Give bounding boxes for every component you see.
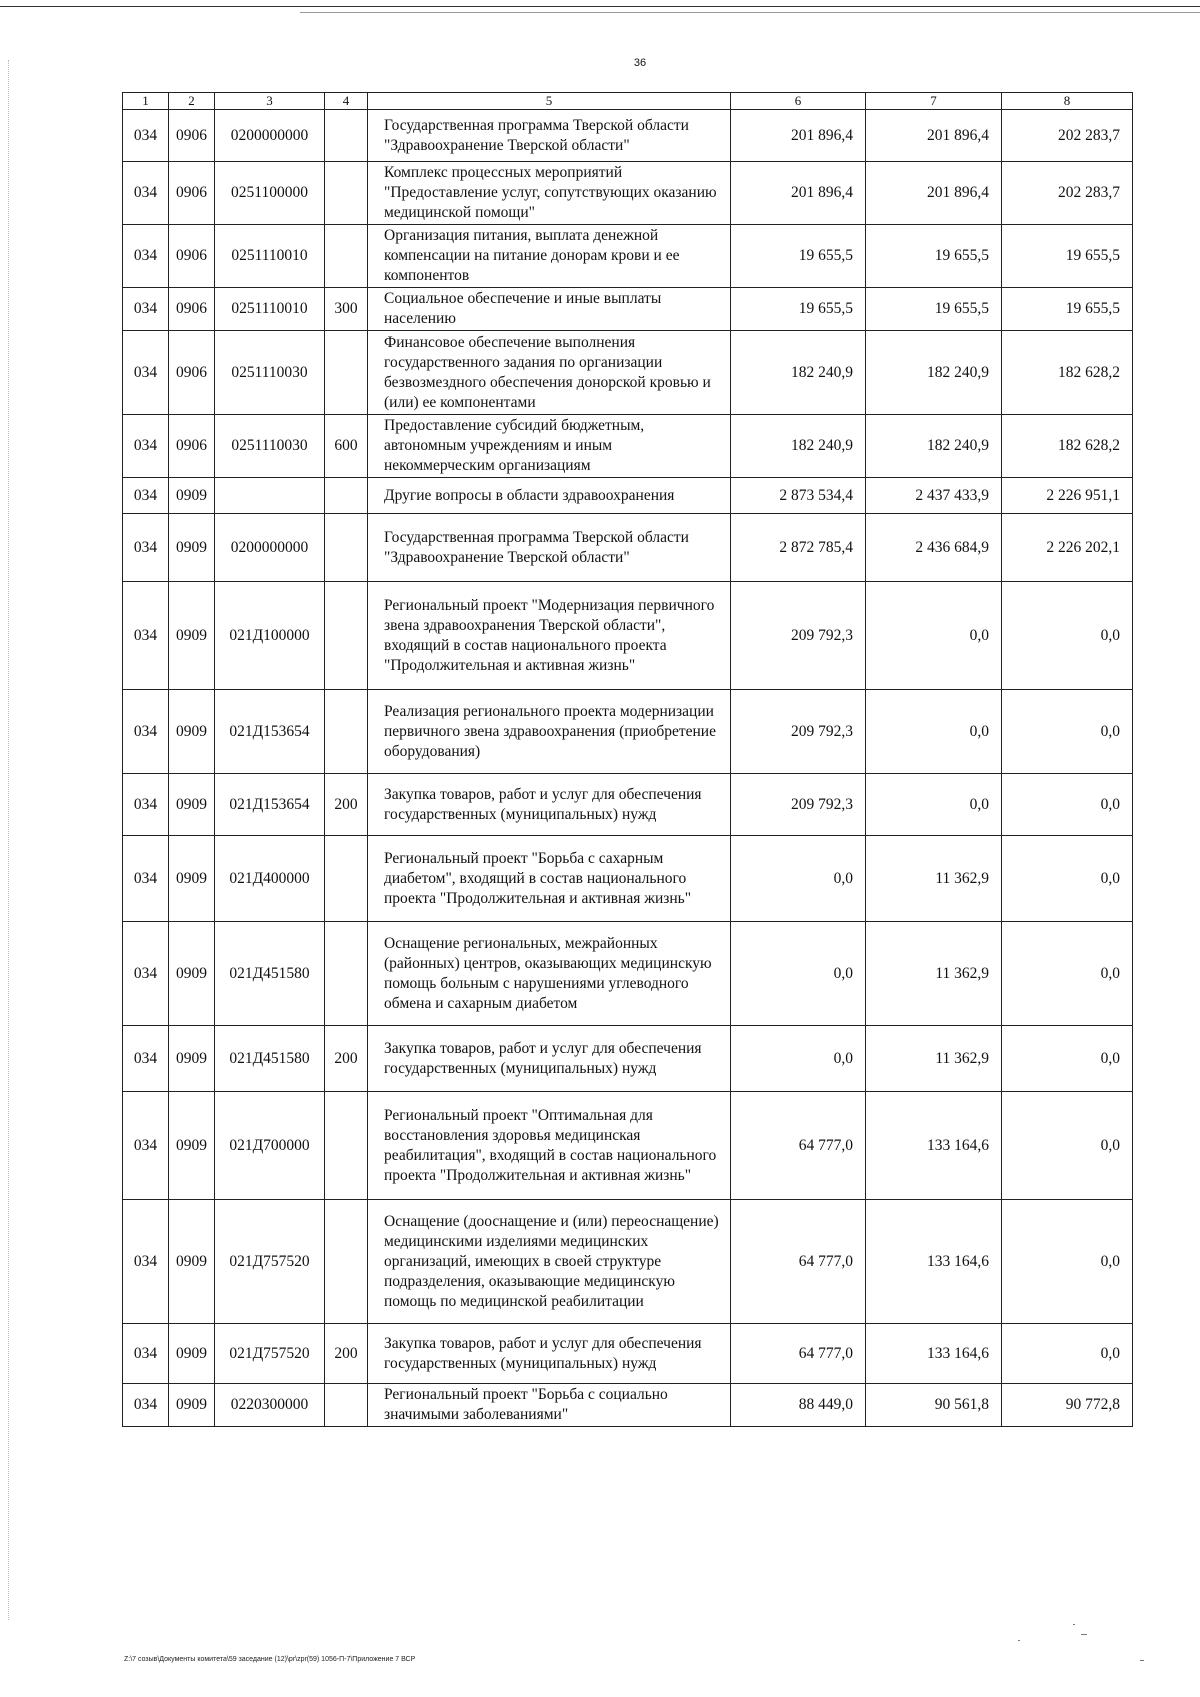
- chapter-code-cell: 034: [123, 1092, 169, 1200]
- target-article-cell: 021Д757520: [215, 1200, 325, 1324]
- amount-col6-cell: 19 655,5: [731, 288, 866, 331]
- amount-col6-cell: 201 896,4: [731, 110, 866, 162]
- column-header: 4: [325, 93, 368, 110]
- section-code-cell: 0909: [169, 582, 215, 690]
- expense-type-cell: [325, 1092, 368, 1200]
- expense-type-cell: [325, 514, 368, 582]
- amount-col7-cell: 182 240,9: [866, 415, 1002, 478]
- amount-col8-cell: 0,0: [1002, 774, 1133, 836]
- amount-col7-cell: 11 362,9: [866, 836, 1002, 922]
- amount-col8-cell: 0,0: [1002, 1324, 1133, 1384]
- amount-col8-cell: 0,0: [1002, 1092, 1133, 1200]
- table-row: [123, 1026, 1133, 1092]
- section-code-cell: 0909: [169, 774, 215, 836]
- target-article-cell: 021Д757520: [215, 1324, 325, 1384]
- amount-col6-cell: 64 777,0: [731, 1200, 866, 1324]
- target-article-cell: 0200000000: [215, 514, 325, 582]
- page-number: 36: [633, 57, 647, 69]
- amount-col7-cell: 133 164,6: [866, 1092, 1002, 1200]
- amount-col7-cell: 201 896,4: [866, 162, 1002, 225]
- target-article-cell: 021Д451580: [215, 1026, 325, 1092]
- amount-col8-cell: 2 226 202,1: [1002, 514, 1133, 582]
- description-cell: Финансовое обеспечение выполнения государственного задания по организации безвозмездного обеспечения донорской кровью и (или) ее компонентами: [368, 331, 731, 415]
- amount-col7-cell: 19 655,5: [866, 288, 1002, 331]
- chapter-code-cell: 034: [123, 1200, 169, 1324]
- chapter-code-cell: 034: [123, 1324, 169, 1384]
- amount-col6-cell: 182 240,9: [731, 331, 866, 415]
- amount-col7-cell: 0,0: [866, 690, 1002, 774]
- table-row: [123, 1200, 1133, 1324]
- footer-file-path: Z:\7 созыв\Документы комитета\59 заседание (12)\pr\zpr(59) 1056-П-7\Приложение 7 ВСР: [124, 1656, 416, 1663]
- amount-col7-cell: 133 164,6: [866, 1200, 1002, 1324]
- expense-type-cell: [325, 1200, 368, 1324]
- amount-col8-cell: 202 283,7: [1002, 110, 1133, 162]
- target-article-cell: 0251110030: [215, 415, 325, 478]
- target-article-cell: 021Д100000: [215, 582, 325, 690]
- scan-speck: [1081, 1634, 1087, 1635]
- chapter-code-cell: 034: [123, 690, 169, 774]
- amount-col6-cell: 19 655,5: [731, 225, 866, 288]
- top-border-line-secondary: [300, 12, 1200, 13]
- column-header: 7: [866, 93, 1002, 110]
- amount-col8-cell: 182 628,2: [1002, 331, 1133, 415]
- amount-col8-cell: 2 226 951,1: [1002, 478, 1133, 514]
- section-code-cell: 0906: [169, 331, 215, 415]
- expense-type-cell: [325, 331, 368, 415]
- section-code-cell: 0909: [169, 1324, 215, 1384]
- chapter-code-cell: 034: [123, 582, 169, 690]
- expense-type-cell: [325, 690, 368, 774]
- chapter-code-cell: 034: [123, 225, 169, 288]
- target-article-cell: 0251110010: [215, 225, 325, 288]
- expense-type-cell: 300: [325, 288, 368, 331]
- target-article-cell: 0251110030: [215, 331, 325, 415]
- description-cell: Закупка товаров, работ и услуг для обеспечения государственных (муниципальных) нужд: [368, 1026, 731, 1092]
- chapter-code-cell: 034: [123, 331, 169, 415]
- table-row: [123, 478, 1133, 514]
- chapter-code-cell: 034: [123, 162, 169, 225]
- amount-col6-cell: 2 872 785,4: [731, 514, 866, 582]
- amount-col7-cell: 2 436 684,9: [866, 514, 1002, 582]
- table-row: [123, 1324, 1133, 1384]
- table-row: [123, 836, 1133, 922]
- amount-col6-cell: 64 777,0: [731, 1092, 866, 1200]
- target-article-cell: 0251110010: [215, 288, 325, 331]
- description-cell: Реализация регионального проекта модернизации первичного звена здравоохранения (приобретение оборудования): [368, 690, 731, 774]
- expense-type-cell: [325, 1384, 368, 1427]
- amount-col6-cell: 209 792,3: [731, 774, 866, 836]
- target-article-cell: 0200000000: [215, 110, 325, 162]
- column-header: 1: [123, 93, 169, 110]
- description-cell: Другие вопросы в области здравоохранения: [368, 478, 731, 514]
- amount-col7-cell: 11 362,9: [866, 1026, 1002, 1092]
- amount-col8-cell: 182 628,2: [1002, 415, 1133, 478]
- target-article-cell: 021Д700000: [215, 1092, 325, 1200]
- table-row: [123, 162, 1133, 225]
- amount-col7-cell: 133 164,6: [866, 1324, 1002, 1384]
- amount-col6-cell: 0,0: [731, 922, 866, 1026]
- table-body: [123, 110, 1133, 1427]
- amount-col8-cell: 202 283,7: [1002, 162, 1133, 225]
- section-code-cell: 0909: [169, 1200, 215, 1324]
- expense-type-cell: [325, 836, 368, 922]
- table-row: [123, 514, 1133, 582]
- expense-type-cell: 200: [325, 774, 368, 836]
- description-cell: Закупка товаров, работ и услуг для обеспечения государственных (муниципальных) нужд: [368, 774, 731, 836]
- expense-type-cell: [325, 478, 368, 514]
- section-code-cell: 0906: [169, 162, 215, 225]
- scan-speck: [1073, 1624, 1075, 1625]
- section-code-cell: 0909: [169, 690, 215, 774]
- table-row: [123, 1092, 1133, 1200]
- description-cell: Комплекс процессных мероприятий "Предоставление услуг, сопутствующих оказанию медицинской помощи": [368, 162, 731, 225]
- target-article-cell: 021Д451580: [215, 922, 325, 1026]
- section-code-cell: 0909: [169, 922, 215, 1026]
- column-header: 8: [1002, 93, 1133, 110]
- amount-col7-cell: 2 437 433,9: [866, 478, 1002, 514]
- chapter-code-cell: 034: [123, 836, 169, 922]
- target-article-cell: 0220300000: [215, 1384, 325, 1427]
- chapter-code-cell: 034: [123, 774, 169, 836]
- table-row: [123, 288, 1133, 331]
- column-header: 6: [731, 93, 866, 110]
- amount-col6-cell: 182 240,9: [731, 415, 866, 478]
- amount-col7-cell: 11 362,9: [866, 922, 1002, 1026]
- budget-table: [122, 92, 1133, 1427]
- description-cell: Государственная программа Тверской области "Здравоохранение Тверской области": [368, 514, 731, 582]
- expense-type-cell: [325, 922, 368, 1026]
- amount-col6-cell: 0,0: [731, 836, 866, 922]
- section-code-cell: 0909: [169, 514, 215, 582]
- amount-col7-cell: 90 561,8: [866, 1384, 1002, 1427]
- chapter-code-cell: 034: [123, 478, 169, 514]
- amount-col6-cell: 88 449,0: [731, 1384, 866, 1427]
- amount-col6-cell: 201 896,4: [731, 162, 866, 225]
- amount-col6-cell: 209 792,3: [731, 582, 866, 690]
- description-cell: Региональный проект "Борьба с социально значимыми заболеваниями": [368, 1384, 731, 1427]
- table-row: [123, 110, 1133, 162]
- description-cell: Организация питания, выплата денежной компенсации на питание донорам крови и ее компонентов: [368, 225, 731, 288]
- amount-col7-cell: 0,0: [866, 774, 1002, 836]
- section-code-cell: 0906: [169, 110, 215, 162]
- amount-col6-cell: 209 792,3: [731, 690, 866, 774]
- scan-speck: [1018, 1640, 1020, 1641]
- section-code-cell: 0909: [169, 1092, 215, 1200]
- description-cell: Региональный проект "Борьба с сахарным диабетом", входящий в состав национального проекта "Продолжительная и активная жизнь": [368, 836, 731, 922]
- table-row: [123, 225, 1133, 288]
- description-cell: Оснащение (дооснащение и (или) переоснащение) медицинскими изделиями медицинских организаций, имеющих в своей структуре подразделения, оказывающие медицинскую помощь по медицинской реабилитации: [368, 1200, 731, 1324]
- amount-col7-cell: 182 240,9: [866, 331, 1002, 415]
- target-article-cell: [215, 478, 325, 514]
- description-cell: Предоставление субсидий бюджетным, автономным учреждениям и иным некоммерческим организациям: [368, 415, 731, 478]
- amount-col7-cell: 0,0: [866, 582, 1002, 690]
- description-cell: Региональный проект "Оптимальная для восстановления здоровья медицинская реабилитация", входящий в состав национального проекта "Продолжительная и активная жизнь": [368, 1092, 731, 1200]
- description-cell: Оснащение региональных, межрайонных (районных) центров, оказывающих медицинскую помощь больным с нарушениями углеводного обмена и сахарным диабетом: [368, 922, 731, 1026]
- chapter-code-cell: 034: [123, 514, 169, 582]
- chapter-code-cell: 034: [123, 1026, 169, 1092]
- expense-type-cell: [325, 162, 368, 225]
- left-margin-line: [8, 60, 9, 1620]
- amount-col6-cell: 2 873 534,4: [731, 478, 866, 514]
- table-row: [123, 690, 1133, 774]
- section-code-cell: 0909: [169, 836, 215, 922]
- column-header: 5: [368, 93, 731, 110]
- target-article-cell: 0251100000: [215, 162, 325, 225]
- target-article-cell: 021Д400000: [215, 836, 325, 922]
- amount-col8-cell: 19 655,5: [1002, 288, 1133, 331]
- amount-col8-cell: 0,0: [1002, 690, 1133, 774]
- amount-col8-cell: 0,0: [1002, 922, 1133, 1026]
- table-row: [123, 1384, 1133, 1427]
- amount-col7-cell: 19 655,5: [866, 225, 1002, 288]
- expense-type-cell: [325, 110, 368, 162]
- expense-type-cell: [325, 582, 368, 690]
- amount-col8-cell: 19 655,5: [1002, 225, 1133, 288]
- expense-type-cell: [325, 225, 368, 288]
- table-row: [123, 415, 1133, 478]
- amount-col7-cell: 201 896,4: [866, 110, 1002, 162]
- table-row: [123, 582, 1133, 690]
- description-cell: Социальное обеспечение и иные выплаты населению: [368, 288, 731, 331]
- amount-col8-cell: 90 772,8: [1002, 1384, 1133, 1427]
- top-border-line: [0, 6, 1200, 7]
- amount-col6-cell: 64 777,0: [731, 1324, 866, 1384]
- chapter-code-cell: 034: [123, 288, 169, 331]
- expense-type-cell: 200: [325, 1026, 368, 1092]
- chapter-code-cell: 034: [123, 1384, 169, 1427]
- section-code-cell: 0909: [169, 1384, 215, 1427]
- table-row: [123, 331, 1133, 415]
- description-cell: Государственная программа Тверской области "Здравоохранение Тверской области": [368, 110, 731, 162]
- scan-speck: [1140, 1660, 1144, 1661]
- column-header: 3: [215, 93, 325, 110]
- expense-type-cell: 600: [325, 415, 368, 478]
- table-row: [123, 922, 1133, 1026]
- amount-col6-cell: 0,0: [731, 1026, 866, 1092]
- section-code-cell: 0906: [169, 415, 215, 478]
- amount-col8-cell: 0,0: [1002, 1200, 1133, 1324]
- expense-type-cell: 200: [325, 1324, 368, 1384]
- description-cell: Региональный проект "Модернизация первичного звена здравоохранения Тверской области", входящий в состав национального проекта "Продолжительная и активная жизнь": [368, 582, 731, 690]
- chapter-code-cell: 034: [123, 110, 169, 162]
- table-header-row: [123, 93, 1133, 110]
- chapter-code-cell: 034: [123, 922, 169, 1026]
- chapter-code-cell: 034: [123, 415, 169, 478]
- section-code-cell: 0906: [169, 288, 215, 331]
- section-code-cell: 0909: [169, 1026, 215, 1092]
- table-row: [123, 774, 1133, 836]
- target-article-cell: 021Д153654: [215, 690, 325, 774]
- description-cell: Закупка товаров, работ и услуг для обеспечения государственных (муниципальных) нужд: [368, 1324, 731, 1384]
- column-header: 2: [169, 93, 215, 110]
- amount-col8-cell: 0,0: [1002, 836, 1133, 922]
- amount-col8-cell: 0,0: [1002, 582, 1133, 690]
- target-article-cell: 021Д153654: [215, 774, 325, 836]
- amount-col8-cell: 0,0: [1002, 1026, 1133, 1092]
- section-code-cell: 0909: [169, 478, 215, 514]
- section-code-cell: 0906: [169, 225, 215, 288]
